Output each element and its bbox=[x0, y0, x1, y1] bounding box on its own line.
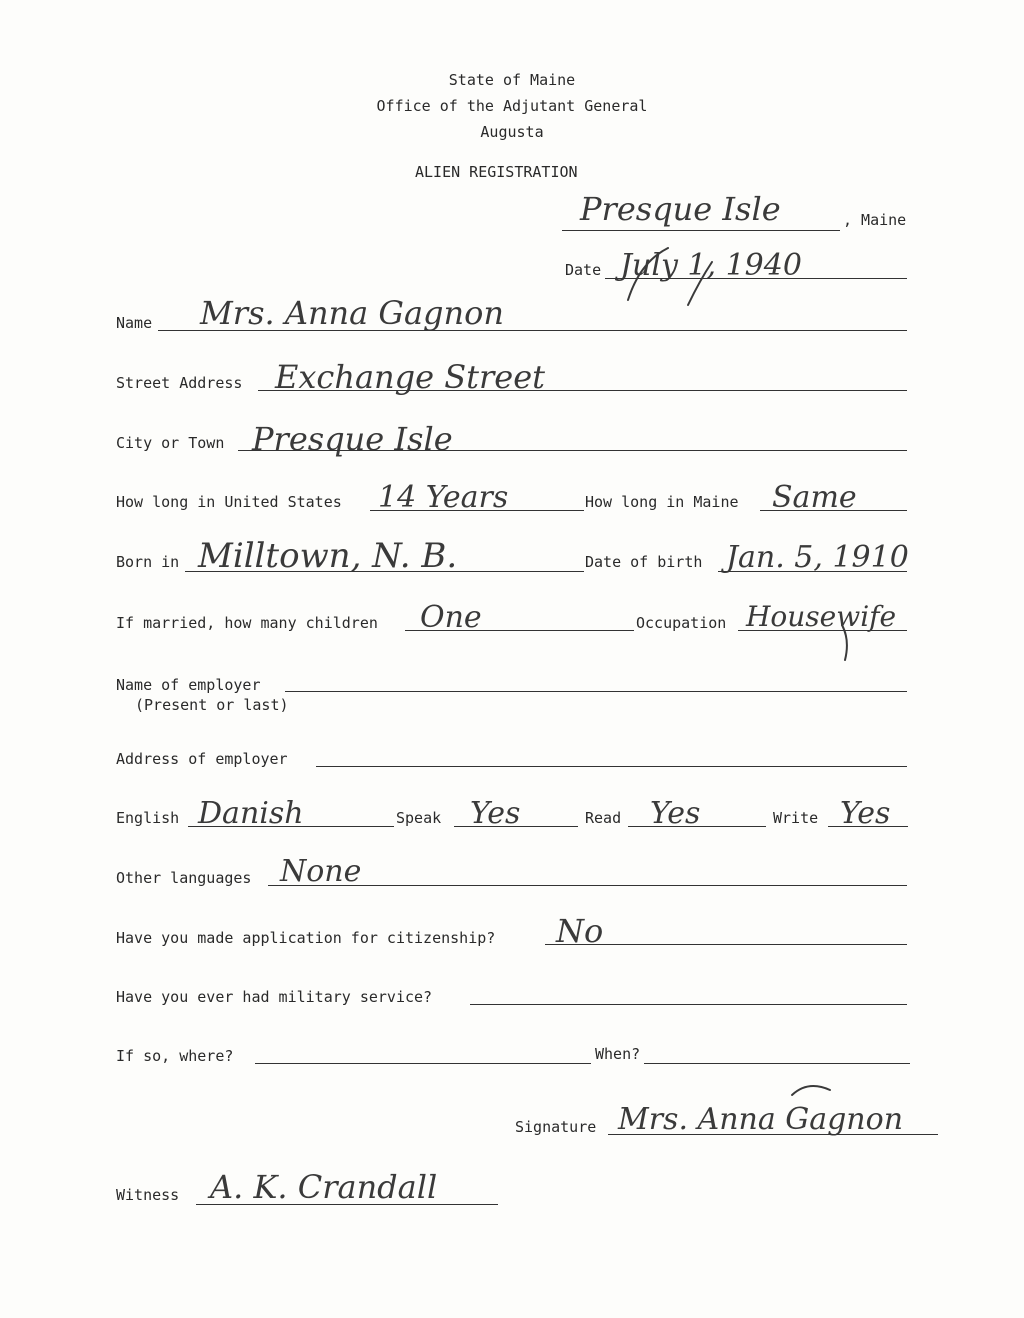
witness-value: A. K. Crandall bbox=[210, 1168, 438, 1206]
us-duration-line bbox=[370, 510, 584, 511]
other-languages-line bbox=[268, 885, 907, 886]
city-line bbox=[238, 450, 907, 451]
employer-sublabel: (Present or last) bbox=[135, 696, 289, 714]
date-line bbox=[605, 278, 907, 279]
occupation-label: Occupation bbox=[636, 614, 727, 632]
dob-value: Jan. 5, 1910 bbox=[726, 540, 909, 575]
maine-duration-value: Same bbox=[772, 480, 857, 515]
date-value: July 1, 1940 bbox=[620, 248, 802, 283]
children-label: If married, how many children bbox=[116, 614, 378, 632]
header-state: State of Maine bbox=[448, 71, 576, 89]
city-label: City or Town bbox=[116, 434, 225, 452]
street-line bbox=[258, 390, 907, 391]
citizenship-line bbox=[545, 944, 907, 945]
citizenship-label: Have you made application for citizenship? bbox=[116, 929, 496, 947]
other-languages-value: None bbox=[280, 854, 362, 889]
born-in-label: Born in bbox=[116, 553, 180, 571]
date-label: Date bbox=[565, 261, 602, 279]
write-line bbox=[828, 826, 908, 827]
english-value: Danish bbox=[198, 796, 304, 831]
children-line bbox=[405, 630, 634, 631]
place-value: Presque Isle bbox=[580, 190, 781, 228]
children-value: One bbox=[420, 600, 482, 635]
employer-address-label: Address of employer bbox=[116, 750, 288, 768]
write-value: Yes bbox=[840, 796, 891, 831]
citizenship-value: No bbox=[556, 912, 604, 950]
write-label: Write bbox=[773, 809, 819, 827]
name-value: Mrs. Anna Gagnon bbox=[200, 294, 505, 332]
born-in-line bbox=[185, 571, 584, 572]
street-value: Exchange Street bbox=[275, 358, 546, 396]
other-languages-label: Other languages bbox=[116, 869, 252, 887]
us-duration-value: 14 Years bbox=[378, 480, 509, 515]
street-label: Street Address bbox=[116, 374, 243, 392]
occupation-value: Housewife bbox=[746, 600, 897, 633]
maine-duration-label: How long in Maine bbox=[585, 493, 739, 511]
us-duration-label: How long in United States bbox=[116, 493, 342, 511]
speak-value: Yes bbox=[470, 796, 521, 831]
read-line bbox=[628, 826, 766, 827]
witness-line bbox=[196, 1204, 498, 1205]
military-label: Have you ever had military service? bbox=[116, 988, 433, 1006]
when-line bbox=[644, 1063, 910, 1064]
name-line bbox=[158, 330, 907, 331]
signature-value: Mrs. Anna Gagnon bbox=[618, 1102, 904, 1137]
employer-label: Name of employer bbox=[116, 676, 261, 694]
military-line bbox=[470, 1004, 907, 1005]
where-label: If so, where? bbox=[116, 1047, 234, 1065]
speak-label: Speak bbox=[396, 809, 442, 827]
read-value: Yes bbox=[650, 796, 701, 831]
place-suffix: , Maine bbox=[843, 211, 907, 229]
dob-label: Date of birth bbox=[585, 553, 703, 571]
maine-duration-line bbox=[760, 510, 907, 511]
where-line bbox=[255, 1063, 591, 1064]
english-label: English bbox=[116, 809, 180, 827]
place-line bbox=[562, 230, 840, 231]
when-label: When? bbox=[595, 1045, 641, 1063]
employer-line bbox=[285, 691, 907, 692]
form-title: ALIEN REGISTRATION bbox=[415, 163, 578, 181]
read-label: Read bbox=[585, 809, 622, 827]
signature-label: Signature bbox=[515, 1118, 597, 1136]
signature-line bbox=[608, 1134, 938, 1135]
english-line bbox=[188, 826, 394, 827]
name-label: Name bbox=[116, 314, 153, 332]
header-city: Augusta bbox=[480, 123, 544, 141]
born-in-value: Milltown, N. B. bbox=[198, 536, 458, 576]
witness-label: Witness bbox=[116, 1186, 180, 1204]
occupation-line bbox=[738, 630, 907, 631]
employer-address-line bbox=[316, 766, 907, 767]
dob-line bbox=[718, 571, 907, 572]
header-office: Office of the Adjutant General bbox=[376, 97, 648, 115]
city-value: Presque Isle bbox=[252, 420, 453, 458]
speak-line bbox=[454, 826, 578, 827]
